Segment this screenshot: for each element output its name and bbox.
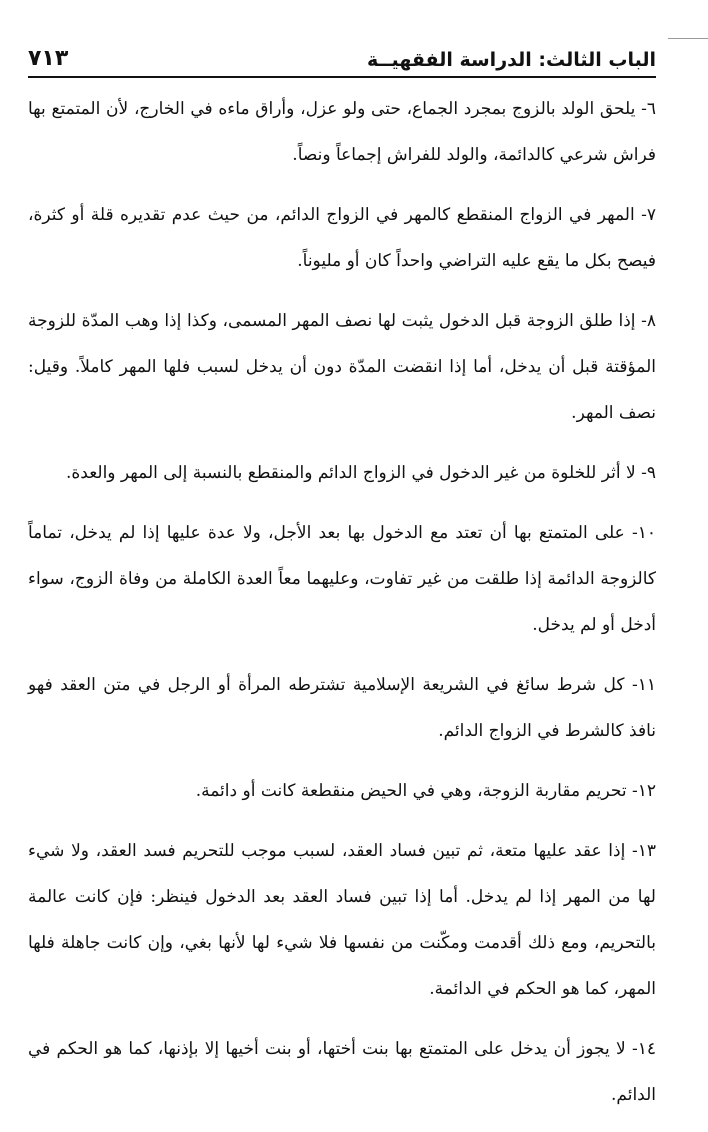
list-item-9: ٩- لا أثر للخلوة من غير الدخول في الزواج الدائم والمنقطع بالنسبة إلى المهر والعدة.: [65, 463, 656, 483]
page-number: ٧١٣: [28, 46, 69, 71]
page-body: [28, 86, 656, 1132]
list-item-10: ١٠- على المتمتع بها أن تعتد مع الدخول بها بعد الأجل، ولا عدة عليها إذا لم يدخل، تماماً كالزوجة الدائمة إذا طلقت من غير تفاوت، وعليهما معاً العدة الكاملة من وفاة الزوج، سواء أدخل أو لم يدخل.: [28, 523, 656, 635]
list-item-12: ١٢- تحريم مقاربة الزوجة، وهي في الحيض منقطعة كانت أو دائمة.: [195, 781, 656, 801]
list-item-14: ١٤- لا يجوز أن يدخل على المتمتع بها بنت أختها، أو بنت أخيها إلا بإذنها، كما هو الحكم في الدائم.: [28, 1039, 656, 1105]
list-item-13: ١٣- إذا عقد عليها متعة، ثم تبين فساد العقد، لسبب موجب للتحريم فسد العقد، ولا شيء لها من المهر إذا لم يدخل. أما إذا تبين فساد العقد بعد الدخول فينظر: فإن كانت عالمة بالتحريم، ومع ذلك أقدمت ومكّنت من نفسها فلا شيء لها لأنها بغي، وإن كانت جاهلة فلها المهر، كما هو الحكم في الدائمة.: [28, 841, 656, 999]
list-item-8: ٨- إذا طلق الزوجة قبل الدخول يثبت لها نصف المهر المسمى، وكذا إذا وهب المدّة للزوجة المؤقتة قبل أن يدخل، أما إذا انقضت المدّة دون أن يدخل لسبب فلها المهر كاملاً. وقيل: نصف المهر.: [28, 311, 656, 423]
running-title: الباب الثالث: الدراسة الفقهيــة: [367, 49, 656, 71]
page-header: [28, 38, 656, 78]
list-item-6: ٦- يلحق الولد بالزوج بمجرد الجماع، حتى ولو عزل، وأراق ماءه في الخارج، لأن المتمتع بها فراش شرعي كالدائمة، والولد للفراش إجماعاً ونصاً.: [28, 99, 656, 165]
list-item-11: ١١- كل شرط سائغ في الشريعة الإسلامية تشترطه المرأة أو الرجل في متن العقد فهو نافذ كالشرط في الزواج الدائم.: [28, 675, 656, 741]
list-item-7: ٧- المهر في الزواج المنقطع كالمهر في الزواج الدائم، من حيث عدم تقديره قلة أو كثرة، فيصح بكل ما يقع عليه التراضي واحداً كان أو مليوناً.: [28, 205, 656, 271]
corner-rule: [668, 38, 708, 39]
